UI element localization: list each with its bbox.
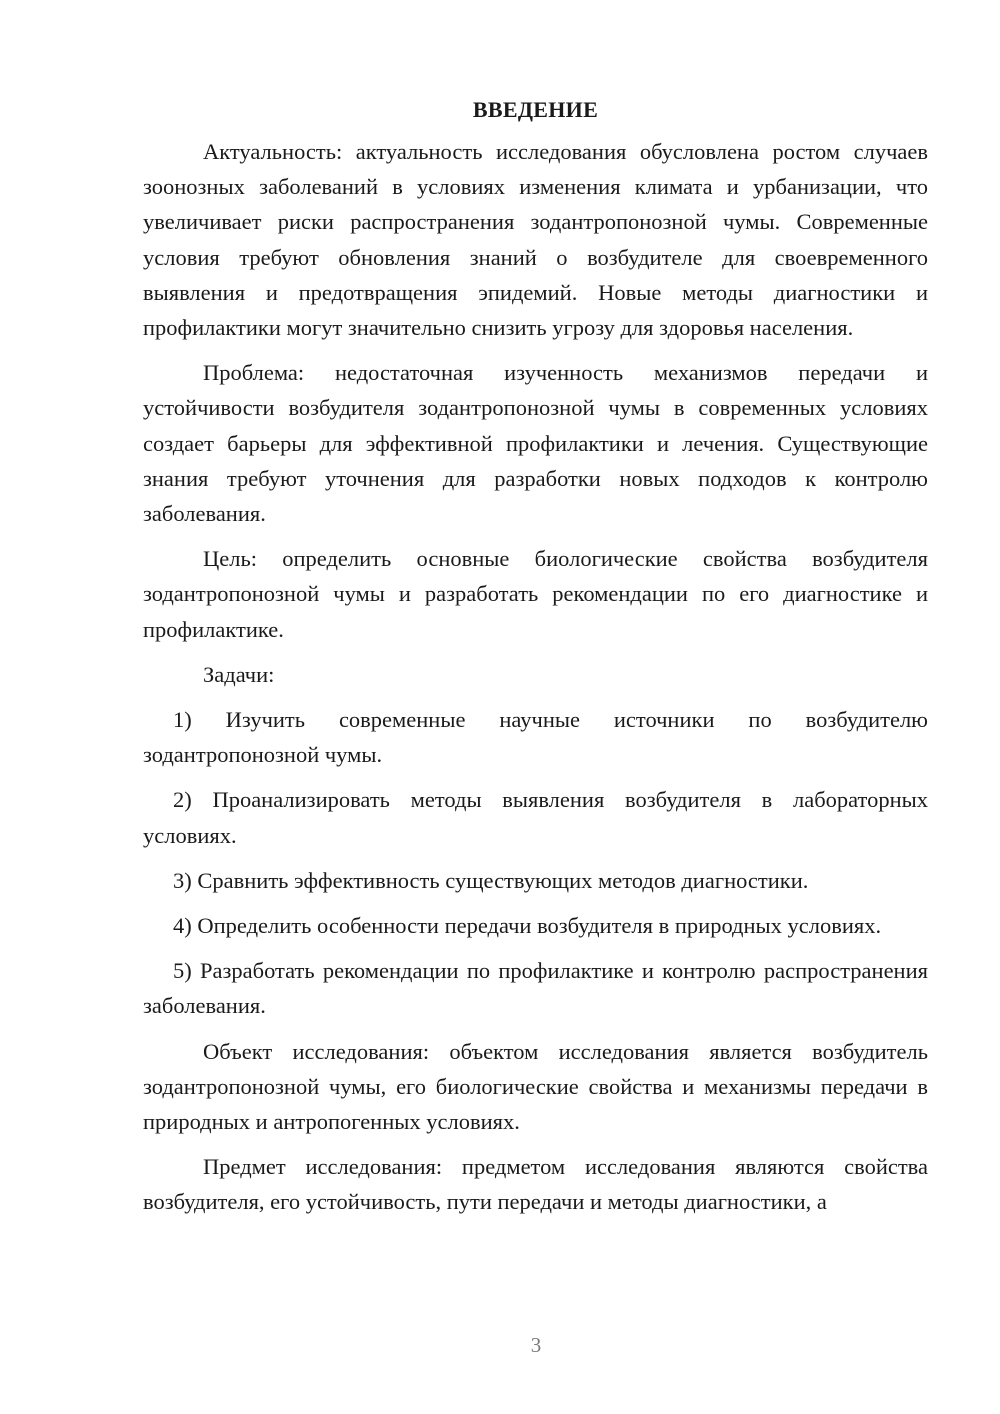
paragraph-subject: Предмет исследования: предметом исследования являются свойства возбудителя, его устойчивость, пути передачи и методы диагностики, а bbox=[143, 1154, 928, 1215]
tasks-label: Задачи: bbox=[203, 661, 275, 687]
paragraph-problem: Проблема: недостаточная изученность механизмов передачи и устойчивости возбудителя зодантропонозной чумы в современных условиях создает барьеры для эффективной профилактики и лечения. Существующие знания требуют уточнения для разработки новых подходов к контролю заболевания. bbox=[143, 360, 928, 527]
section-heading: ВВЕДЕНИЕ bbox=[472, 97, 599, 122]
task-item-1: 1) Изучить современные научные источники по возбудителю зодантропонозной чумы. bbox=[143, 707, 928, 768]
paragraph-goal: Цель: определить основные биологические свойства возбудителя зодантропонозной чумы и разработать рекомендации по его диагностике и профилактике. bbox=[143, 546, 928, 642]
task-item-3: 3) Сравнить эффективность существующих методов диагностики. bbox=[173, 867, 809, 893]
paragraph-relevance: Актуальность: актуальность исследования обусловлена ростом случаев зоонозных заболеваний в условиях изменения климата и урбанизации, что увеличивает риски распространения зодантропонозной чумы. Современные условия требуют обновления знаний о возбудителе для своевременного выявления и предотвращения эпидемий. Новые методы диагностики и профилактики могут значительно снизить угрозу для здоровья населения. bbox=[143, 139, 928, 341]
tasks-list bbox=[143, 702, 928, 1024]
paragraph-object: Объект исследования: объектом исследования является возбудитель зодантропонозной чумы, его биологические свойства и механизмы передачи в природных и антропогенных условиях. bbox=[143, 1038, 928, 1135]
task-item-4: 4) Определить особенности передачи возбудителя в природных условиях. bbox=[173, 913, 882, 939]
task-item-5: 5) Разработать рекомендации по профилактике и контролю распространения заболевания. bbox=[143, 958, 928, 1019]
page-number: 3 bbox=[530, 1333, 542, 1357]
document-page bbox=[143, 92, 928, 1220]
task-item-2: 2) Проанализировать методы выявления возбудителя в лабораторных условиях. bbox=[143, 787, 928, 848]
